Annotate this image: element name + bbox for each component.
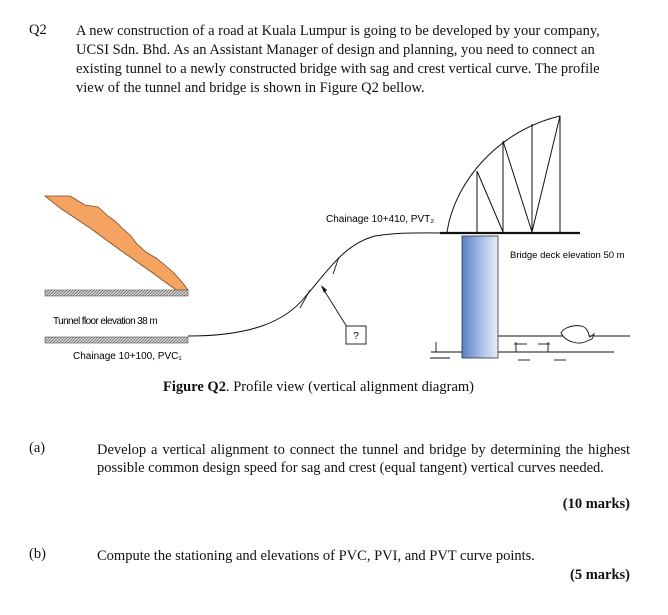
water-level-symbol bbox=[561, 326, 594, 343]
question-number: Q2 bbox=[29, 22, 47, 38]
part-a-text: Develop a vertical alignment to connect the tunnel and bridge by determining the highest possible common design speed for sag and crest (equal tangent) vertical curves needed. bbox=[97, 442, 630, 476]
label-chainage-pvt: Chainage 10+410, PVT₂ bbox=[326, 214, 435, 225]
bridge-pier bbox=[462, 236, 498, 358]
part-a-label: (a) bbox=[29, 440, 46, 456]
road-profile-curve bbox=[188, 233, 452, 336]
caption-text: . Profile view (vertical alignment diagram) bbox=[225, 379, 474, 395]
unknown-label: ? bbox=[353, 331, 359, 342]
intro-line: A new construction of a road at Kuala Lumpur is going to be developed by your company, bbox=[76, 23, 600, 39]
part-a-marks: (10 marks) bbox=[562, 496, 630, 512]
pointer-arrow-head bbox=[321, 285, 327, 293]
hillside-earth bbox=[45, 196, 188, 290]
label-bridge-deck: Bridge deck elevation 50 m bbox=[510, 250, 625, 261]
figure-caption bbox=[163, 379, 474, 396]
tunnel-roof-slab bbox=[45, 290, 188, 296]
bridge-truss-member bbox=[477, 171, 503, 232]
caption-figure-number: Figure Q2 bbox=[163, 379, 226, 395]
bridge-truss-member bbox=[532, 116, 560, 232]
pointer-arrow-line bbox=[322, 287, 347, 327]
intro-line: existing tunnel to a newly constructed bridge with sag and crest vertical curve. The profile bbox=[76, 61, 600, 77]
part-b-label: (b) bbox=[29, 546, 46, 562]
intro-line: UCSI Sdn. Bhd. As an Assistant Manager of design and planning, you need to connect an bbox=[76, 42, 595, 58]
bridge-truss-member bbox=[503, 141, 532, 232]
curve-tick-mark bbox=[333, 257, 339, 274]
label-chainage-pvc: Chainage 10+100, PVC₁ bbox=[73, 351, 182, 362]
curve-tick-mark bbox=[300, 290, 310, 308]
label-tunnel-floor: Tunnel floor elevation 38 m bbox=[53, 316, 158, 327]
intro-line: view of the tunnel and bridge is shown in Figure Q2 bellow. bbox=[76, 80, 425, 96]
part-b-marks: (5 marks) bbox=[569, 567, 630, 583]
tunnel-floor-slab bbox=[45, 337, 188, 343]
part-b-text: Compute the stationing and elevations of PVC, PVI, and PVT curve points. bbox=[97, 548, 535, 564]
